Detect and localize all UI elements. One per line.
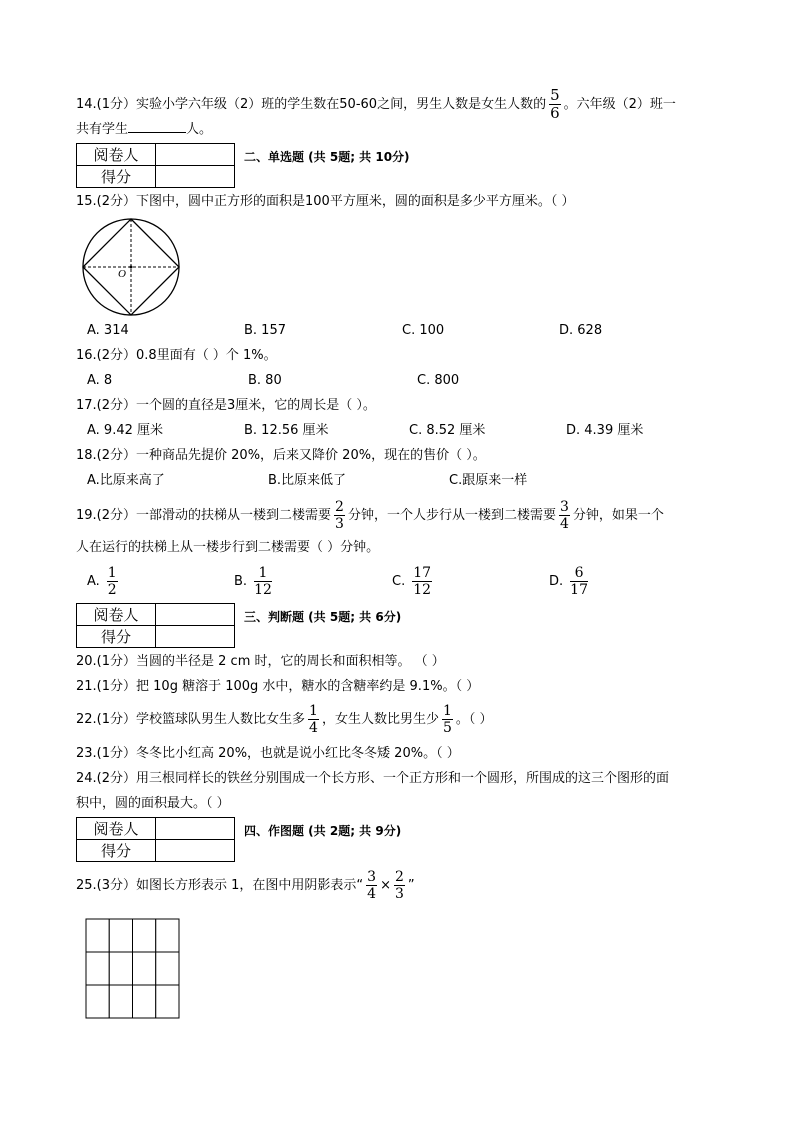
grid-cell[interactable]: [86, 985, 109, 1018]
q19-line1: 19.(2分）一部滑动的扶梯从一楼到二楼需要 $\frac{2}{3}$ 分钟，一个人步行从一楼到二楼需要 $\frac{3}{4}$ 分钟，如果一个: [76, 499, 664, 532]
q15-option-d[interactable]: D. 628: [559, 323, 603, 338]
score-label: 得分: [77, 166, 156, 188]
q16-option-b[interactable]: B. 80: [248, 373, 282, 388]
q19-option-b[interactable]: B. $\frac{1}{12}$: [234, 565, 272, 598]
score-field[interactable]: [156, 626, 235, 648]
q18-option-b[interactable]: B.比原来低了: [268, 473, 347, 488]
q17-option-b[interactable]: B. 12.56 厘米: [244, 423, 329, 438]
grid-cell[interactable]: [86, 919, 109, 952]
q24-line1: 24.(2分）用三根同样长的铁丝分别围成一个长方形、一个正方形和一个圆形，所围成的这三个图形的面: [76, 771, 670, 786]
q22-fraction-more: $\frac{1}{4}$: [309, 703, 318, 736]
score-field[interactable]: [156, 840, 235, 862]
grid-cell[interactable]: [109, 985, 132, 1018]
reader-label: 阅卷人: [77, 818, 156, 840]
q19-fraction-escalator: $\frac{2}{3}$: [335, 499, 344, 532]
score-box: [76, 603, 235, 648]
q18-stem: 18.(2分）一种商品先提价 20%，后来又降价 20%，现在的售价（ ）。: [76, 448, 486, 463]
q14-line1: [76, 88, 676, 121]
times-sign: ×: [380, 878, 391, 893]
section-heading: 二、单选题 (共 5题; 共 10分): [244, 150, 410, 164]
score-box: [76, 143, 235, 188]
circle-square-figure: [80, 216, 182, 318]
grid-cell[interactable]: [86, 952, 109, 985]
grid-cell[interactable]: [156, 919, 179, 952]
q19-line2: 人在运行的扶梯上从一楼步行到二楼需要（ ）分钟。: [76, 540, 380, 555]
q19-option-d[interactable]: D. $\frac{6}{17}$: [549, 565, 588, 598]
q16-option-c[interactable]: C. 800: [417, 373, 460, 388]
reader-field[interactable]: [156, 604, 235, 626]
reader-label: 阅卷人: [77, 144, 156, 166]
q14-fraction: $\frac{5}{6}$: [550, 86, 560, 122]
score-label: 得分: [77, 626, 156, 648]
q16-stem: 16.(2分）0.8里面有（ ）个 1%。: [76, 348, 277, 363]
grid-cell[interactable]: [156, 952, 179, 985]
q17-option-c[interactable]: C. 8.52 厘米: [409, 423, 486, 438]
q17-option-a[interactable]: A. 9.42 厘米: [87, 423, 164, 438]
q15-option-c[interactable]: C. 100: [402, 323, 445, 338]
reader-field[interactable]: [156, 144, 235, 166]
q18-option-c[interactable]: C.跟原来一样: [449, 473, 528, 488]
q19-option-c[interactable]: C. $\frac{17}{12}$: [392, 565, 432, 598]
q18-option-a[interactable]: A.比原来高了: [87, 473, 165, 488]
q17-option-d[interactable]: D. 4.39 厘米: [566, 423, 644, 438]
score-label: 得分: [77, 840, 156, 862]
grid-cell[interactable]: [133, 919, 156, 952]
q15-stem: 15.(2分）下图中，圆中正方形的面积是100平方厘米，圆的面积是多少平方厘米。（ ）: [76, 194, 575, 209]
q25-fraction-b: $\frac{2}{3}$: [394, 869, 404, 902]
q25-fraction-a: $\frac{3}{4}$: [367, 869, 377, 902]
q17-stem: 17.(2分）一个圆的直径是3厘米，它的周长是（ ）。: [76, 398, 376, 413]
q14-text-prefix: 14.(1分）实验小学六年级（2）班的学生数在50-60之间，男生人数是女生人数的: [76, 97, 547, 112]
q21-stem: 21.(1分）把 10g 糖溶于 100g 水中，糖水的含糖率约是 9.1%。（ ）: [76, 679, 480, 694]
shading-grid[interactable]: [85, 918, 181, 1020]
q22-fraction-less: $\frac{1}{5}$: [442, 703, 452, 736]
q23-stem: 23.(1分）冬冬比小红高 20%，也就是说小红比冬冬矮 20%。（ ）: [76, 746, 460, 761]
q22-line: 22.(1分）学校篮球队男生人数比女生多 $\frac{1}{4}$ ，女生人数比男生少 $\frac{1}{5}$ 。（ ）: [76, 703, 493, 736]
q14-line2: 共有学生 人。: [76, 122, 213, 137]
grid-cell[interactable]: [133, 952, 156, 985]
q14-text-suffix: 。六年级（2）班一: [563, 97, 676, 112]
q15-option-b[interactable]: B. 157: [244, 323, 286, 338]
q25-line: 25.(3分）如图长方形表示 1，在图中用阴影表示“ $\frac{3}{4}$ × $\frac{2}{3}$ ”: [76, 869, 415, 902]
grid-cell[interactable]: [109, 919, 132, 952]
score-field[interactable]: [156, 166, 235, 188]
grid-cell[interactable]: [156, 985, 179, 1018]
q16-option-a[interactable]: A. 8: [87, 373, 113, 388]
q20-stem: 20.(1分）当圆的半径是 2 cm 时，它的周长和面积相等。 （ ）: [76, 654, 445, 669]
center-point-label: O: [118, 268, 126, 280]
grid-cell[interactable]: [109, 952, 132, 985]
q14-answer-blank[interactable]: [128, 120, 186, 133]
reader-label: 阅卷人: [77, 604, 156, 626]
section-heading: 三、判断题 (共 5题; 共 6分): [244, 610, 402, 624]
section-heading: 四、作图题 (共 2题; 共 9分): [244, 824, 402, 838]
q15-option-a[interactable]: A. 314: [87, 323, 129, 338]
score-box: [76, 817, 235, 862]
reader-field[interactable]: [156, 818, 235, 840]
q19-fraction-walk: $\frac{3}{4}$: [559, 499, 569, 532]
grid-cell[interactable]: [133, 985, 156, 1018]
q19-option-a[interactable]: A. $\frac{1}{2}$: [87, 565, 117, 598]
q24-line2: 积中，圆的面积最大。（ ）: [76, 796, 230, 811]
